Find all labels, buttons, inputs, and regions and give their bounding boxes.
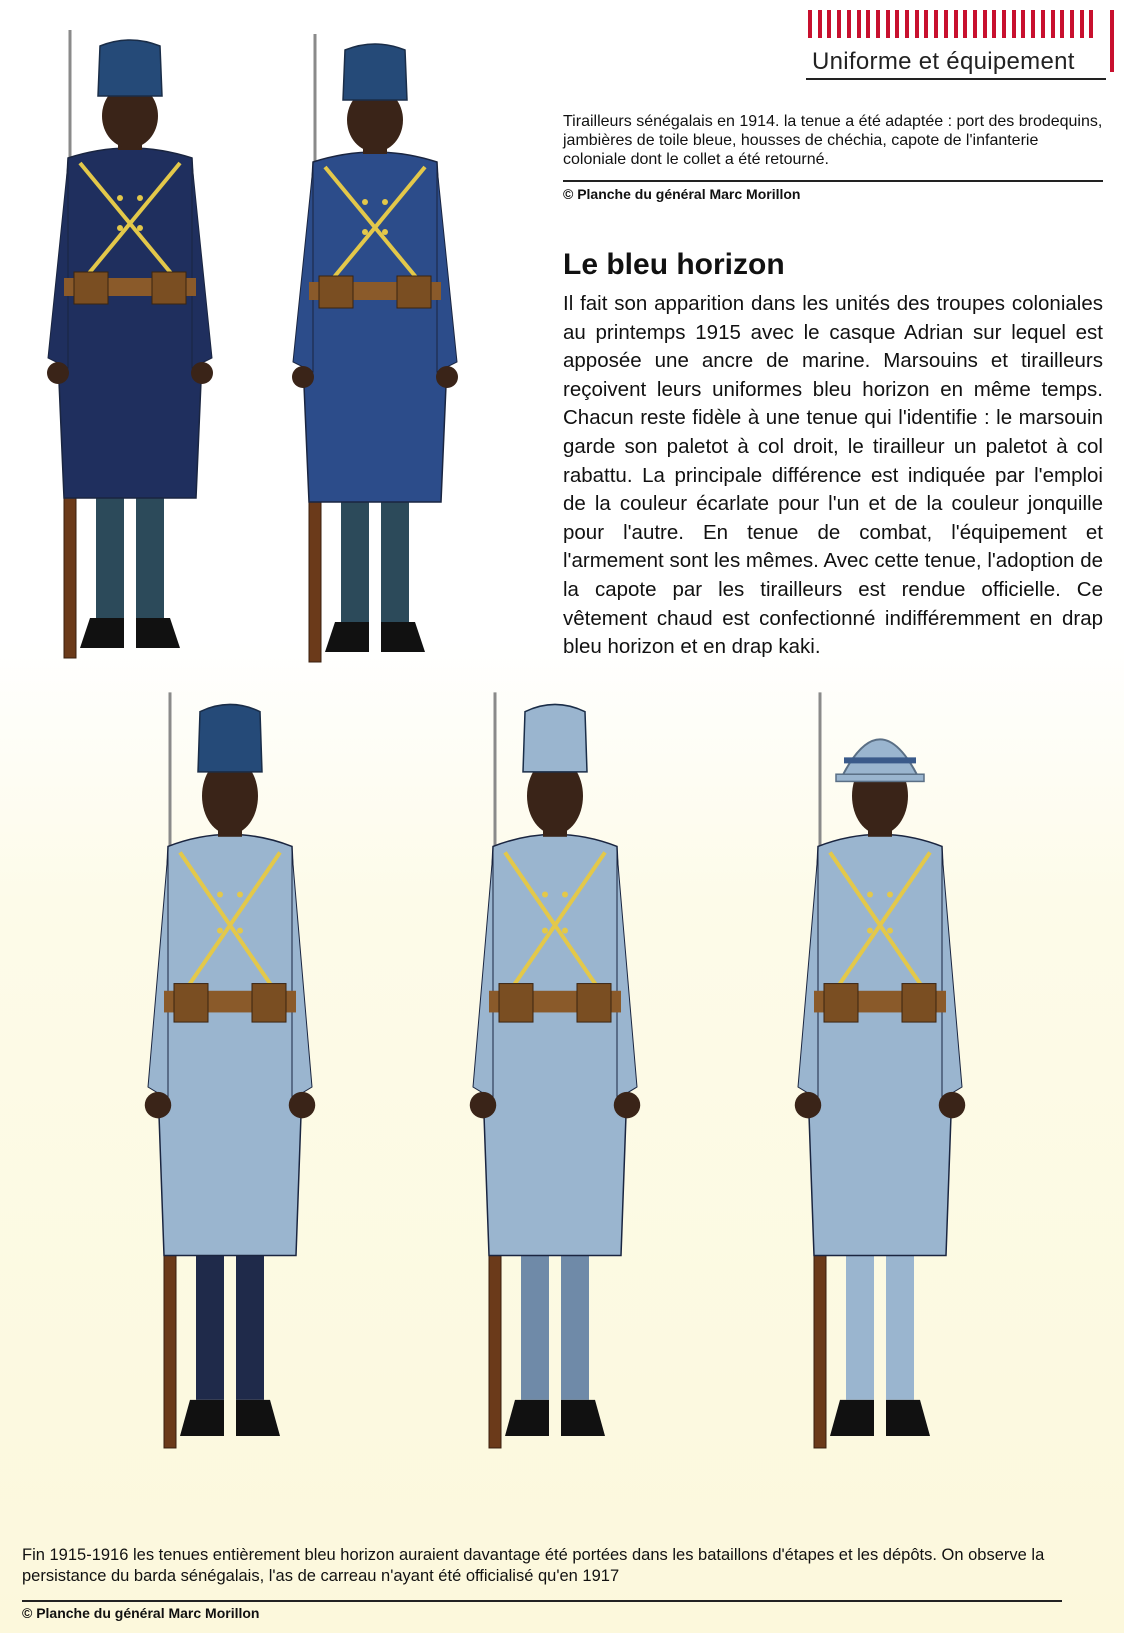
- cartridge-pouch-icon: [577, 984, 611, 1023]
- coat-icon: [158, 834, 302, 1255]
- figure-shape: [382, 229, 388, 235]
- figure-shape: [196, 1255, 224, 1399]
- header-bar: [886, 10, 890, 38]
- header-bar: [1041, 10, 1045, 38]
- hand-icon: [145, 1092, 171, 1118]
- coat-icon: [58, 148, 202, 498]
- figure-shape: [362, 229, 368, 235]
- credit-top: © Planche du général Marc Morillon: [563, 186, 801, 202]
- coat-icon: [303, 152, 447, 502]
- figure-shape: [867, 928, 873, 934]
- caption-top-rule: [563, 180, 1103, 182]
- hand-icon: [614, 1092, 640, 1118]
- cartridge-pouch-icon: [252, 984, 286, 1023]
- figure-shape: [887, 892, 893, 898]
- header-bar: [1080, 10, 1084, 38]
- header-bar: [983, 10, 987, 38]
- header-bar: [924, 10, 928, 38]
- figure-shape: [96, 498, 124, 618]
- header-bar: [866, 10, 870, 38]
- header-bar: [954, 10, 958, 38]
- soldier-illustration-4: [435, 690, 675, 1460]
- figure-shape: [867, 892, 873, 898]
- figure-shape: [136, 498, 164, 618]
- caption-bottom-rule: [22, 1600, 1062, 1602]
- cartridge-pouch-icon: [397, 276, 431, 308]
- header-bar: [837, 10, 841, 38]
- hand-icon: [191, 362, 213, 384]
- figure-shape: [117, 225, 123, 231]
- cartridge-pouch-icon: [174, 984, 208, 1023]
- section-title: Uniforme et équipement: [812, 48, 1075, 75]
- article-body: Il fait son apparition dans les unités des troupes coloniales au printemps 1915 avec le casque Adrian sur lequel est apposée une ancre de marine. Marsouins et tirailleurs reçoivent leurs uniformes bleu horizon en même temps. Chacun reste fidèle à une tenue qui l'identifie : le marsouin garde son paletot à col droit, le tirailleur un paletot à col rabattu. La principale différence est indiquée par l'emploi de la couleur écarlate pour l'un et de la couleur jonquille pour l'autre. En tenue de combat, l'équipement et l'armement sont les mêmes. Avec cette tenue, l'adoption de la capote par les tirailleurs est rendue officielle. Ce vêtement chaud est confectionné indifféremment en drap bleu horizon et en drap kaki.: [563, 292, 1103, 659]
- header-bar: [876, 10, 880, 38]
- soldier-illustration-2: [275, 32, 475, 672]
- figure-shape: [137, 195, 143, 201]
- figure-shape: [381, 502, 409, 622]
- caption-bottom: Fin 1915-1916 les tenues entièrement bleu horizon auraient davantage été portées dans les bataillons d'étapes et les dépôts. On observe la persistance du barda sénégalais, l'as de carreau n'ayant été officialisé qu'en 1917: [22, 1546, 1045, 1585]
- boot-icon: [886, 1400, 930, 1436]
- figure-shape: [887, 928, 893, 934]
- coat-icon: [808, 834, 952, 1255]
- boot-icon: [505, 1400, 549, 1436]
- header-bar: [1012, 10, 1016, 38]
- hand-icon: [436, 366, 458, 388]
- figure-shape: [562, 892, 568, 898]
- header-accent-bars: [808, 10, 1124, 50]
- header-bar: [808, 10, 812, 38]
- hand-icon: [939, 1092, 965, 1118]
- boot-icon: [381, 622, 425, 652]
- soldier-bleu-horizon-light-chechia: [435, 690, 675, 1460]
- hand-icon: [795, 1092, 821, 1118]
- boot-icon: [830, 1400, 874, 1436]
- figure-shape: [192, 163, 212, 368]
- chechia-icon: [343, 44, 407, 100]
- header-bar: [827, 10, 831, 38]
- soldier-1914-blue-capote: [275, 32, 475, 672]
- boot-icon: [561, 1400, 605, 1436]
- chechia-icon: [98, 40, 162, 96]
- figure-shape: [137, 225, 143, 231]
- header-bar: [963, 10, 967, 38]
- figure-shape: [217, 928, 223, 934]
- hand-icon: [470, 1092, 496, 1118]
- soldier-illustration-5: [760, 690, 1000, 1460]
- figure-shape: [542, 892, 548, 898]
- figure-shape: [562, 928, 568, 934]
- boot-icon: [325, 622, 369, 652]
- hand-icon: [47, 362, 69, 384]
- figure-shape: [236, 1255, 264, 1399]
- figure-shape: [237, 892, 243, 898]
- chechia-icon: [523, 704, 587, 771]
- header-bar: [934, 10, 938, 38]
- header-bar: [1051, 10, 1055, 38]
- soldier-illustration-1: [30, 28, 230, 668]
- boot-icon: [80, 618, 124, 648]
- caption-top: Tirailleurs sénégalais en 1914. la tenue a été adaptée : port des brodequins, jambières de toile bleue, housses de chéchia, capote de l'infanterie coloniale dont le collet a été retourné.: [563, 113, 1103, 168]
- header-bar: [847, 10, 851, 38]
- figure-shape: [542, 928, 548, 934]
- hand-icon: [289, 1092, 315, 1118]
- soldier-adrian-helmet: [760, 690, 1000, 1460]
- figure-shape: [798, 852, 818, 1099]
- figure-shape: [237, 928, 243, 934]
- figure-shape: [836, 774, 924, 781]
- soldier-bleu-horizon-chechia: [110, 690, 350, 1460]
- chechia-icon: [198, 704, 262, 771]
- figure-shape: [437, 167, 457, 372]
- soldier-illustration-3: [110, 690, 350, 1460]
- header-bar: [895, 10, 899, 38]
- figure-shape: [942, 852, 962, 1099]
- header-rule: [806, 78, 1106, 80]
- header-bar: [1021, 10, 1025, 38]
- figure-shape: [844, 757, 916, 763]
- coat-icon: [483, 834, 627, 1255]
- header-bar: [905, 10, 909, 38]
- cartridge-pouch-icon: [902, 984, 936, 1023]
- boot-icon: [236, 1400, 280, 1436]
- figure-shape: [293, 167, 313, 372]
- figure-shape: [341, 502, 369, 622]
- figure-shape: [148, 852, 168, 1099]
- cartridge-pouch-icon: [499, 984, 533, 1023]
- header-bar: [1089, 10, 1093, 38]
- figure-shape: [382, 199, 388, 205]
- header-bar: [944, 10, 948, 38]
- cartridge-pouch-icon: [824, 984, 858, 1023]
- cartridge-pouch-icon: [152, 272, 186, 304]
- soldier-1914-dark-capote: [30, 28, 230, 668]
- header-bar: [1070, 10, 1074, 38]
- figure-shape: [886, 1255, 914, 1399]
- header-bar: [1031, 10, 1035, 38]
- figure-shape: [292, 852, 312, 1099]
- header-bar: [973, 10, 977, 38]
- article-heading: Le bleu horizon: [563, 248, 785, 281]
- figure-shape: [617, 852, 637, 1099]
- header-bar: [818, 10, 822, 38]
- figure-shape: [846, 1255, 874, 1399]
- cartridge-pouch-icon: [319, 276, 353, 308]
- figure-shape: [473, 852, 493, 1099]
- hand-icon: [292, 366, 314, 388]
- credit-bottom: © Planche du général Marc Morillon: [22, 1605, 260, 1621]
- figure-shape: [521, 1255, 549, 1399]
- figure-shape: [362, 199, 368, 205]
- header-bar: [1060, 10, 1064, 38]
- cartridge-pouch-icon: [74, 272, 108, 304]
- header-bar: [992, 10, 996, 38]
- figure-shape: [117, 195, 123, 201]
- figure-shape: [48, 163, 68, 368]
- header-end-bar: [1110, 10, 1114, 72]
- header-bar: [915, 10, 919, 38]
- figure-shape: [561, 1255, 589, 1399]
- figure-shape: [217, 892, 223, 898]
- header-bar: [857, 10, 861, 38]
- boot-icon: [180, 1400, 224, 1436]
- header-bar: [1002, 10, 1006, 38]
- boot-icon: [136, 618, 180, 648]
